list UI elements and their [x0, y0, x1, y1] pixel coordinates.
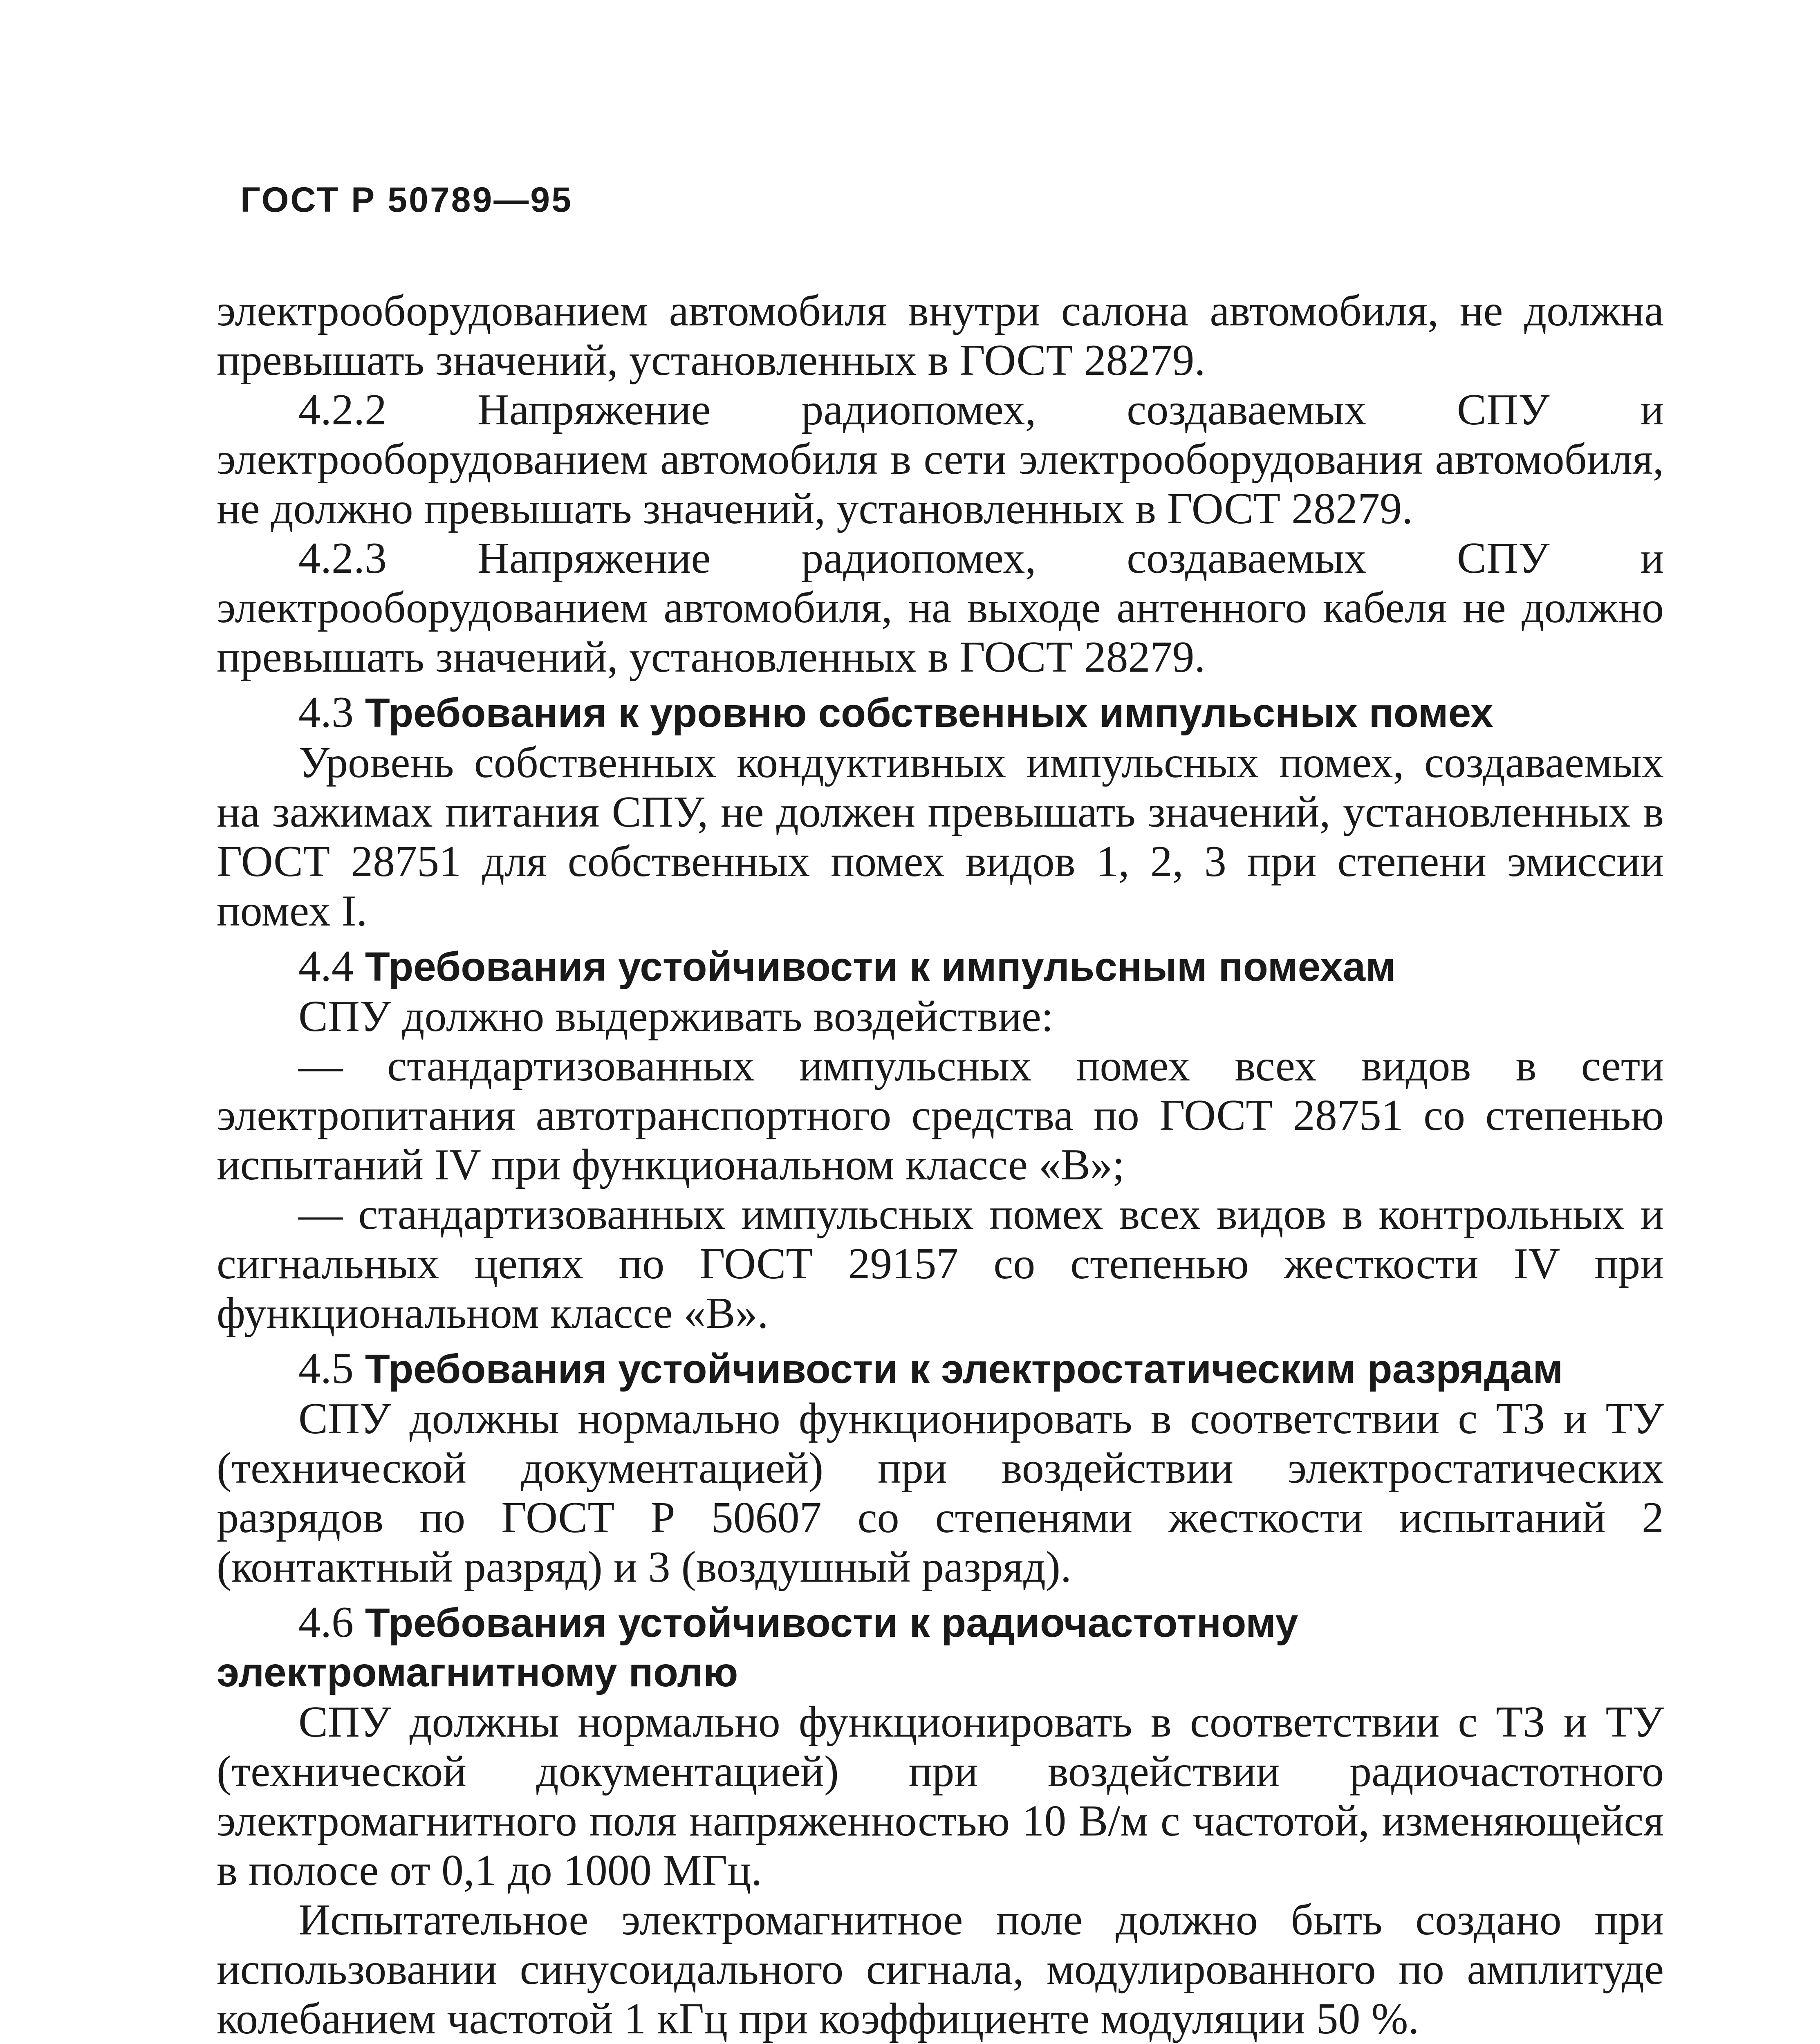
paragraph-4-4-item-b: — стандартизованных импульсных помех всех видов в контрольных и сигнальных цепях по ГОСТ 29157 со степенью жесткости IV при функциональном классе «В». [217, 1190, 1664, 1338]
continued-paragraph: электрооборудованием автомобиля внутри салона автомобиля, не должна превышать значений, установленных в ГОСТ 28279. [217, 287, 1664, 385]
heading-4-3-title: Требования к уровню собственных импульсных помех [365, 690, 1493, 736]
heading-4-5-title: Требования устойчивости к электростатическим разрядам [365, 1346, 1563, 1392]
heading-4-6-number: 4.6 [298, 1598, 354, 1647]
paragraph-4-3: Уровень собственных кондуктивных импульсных помех, создаваемых на зажимах питания СПУ, не должен превышать значений, установленных в ГОСТ 28751 для собственных помех видов 1, 2, 3 при степени эмиссии помех I. [217, 738, 1664, 935]
paragraph-4-2-2: 4.2.2 Напряжение радиопомех, создаваемых СПУ и электрооборудованием автомобиля в сети электрооборудования автомобиля, не должно превышать значений, установленных в ГОСТ 28279. [217, 385, 1664, 533]
document-code-header: ГОСТ Р 50789—95 [240, 180, 573, 220]
heading-4-6-title: Требования устойчивости к радиочастотному электромагнитному полю [217, 1600, 1298, 1695]
paragraph-4-6-b: Испытательное электромагнитное поле должно быть создано при использовании синусоидального сигнала, модулированного по амплитуде колебанием частотой 1 кГц при коэффициенте модуляции 50 %. [217, 1896, 1664, 2043]
heading-4-3 [217, 688, 1664, 738]
heading-4-4-title: Требования устойчивости к импульсным помехам [365, 944, 1396, 990]
heading-4-6 [217, 1598, 1664, 1697]
paragraph-4-6: СПУ должны нормально функционировать в соответствии с ТЗ и ТУ (технической документацией) при воздействии радиочастотного электромагнитного поля напряженностью 10 В/м с частотой, изменяющейся в полосе от 0,1 до 1000 МГц. [217, 1698, 1664, 1895]
document-body [217, 286, 1664, 2044]
paragraph-4-2-3: 4.2.3 Напряжение радиопомех, создаваемых СПУ и электрооборудованием автомобиля, на выходе антенного кабеля не должно превышать значений, установленных в ГОСТ 28279. [217, 534, 1664, 681]
paragraph-4-5: СПУ должны нормально функционировать в соответствии с ТЗ и ТУ (технической документацией) при воздействии электростатических разрядов по ГОСТ Р 50607 со степенями жесткости испытаний 2 (контактный разряд) и 3 (воздушный разряд). [217, 1394, 1664, 1591]
heading-4-4-number: 4.4 [298, 942, 354, 991]
paragraph-4-4: СПУ должно выдерживать воздействие: [298, 992, 1053, 1041]
heading-4-4 [217, 941, 1664, 992]
heading-4-5-number: 4.5 [298, 1344, 354, 1393]
heading-4-5 [217, 1344, 1664, 1394]
heading-4-3-number: 4.3 [298, 688, 354, 737]
paragraph-4-4-item-a: — стандартизованных импульсных помех всех видов в сети электропитания автотранспортного средства по ГОСТ 28751 со степенью испытаний IV при функциональном классе «В»; [217, 1042, 1664, 1189]
